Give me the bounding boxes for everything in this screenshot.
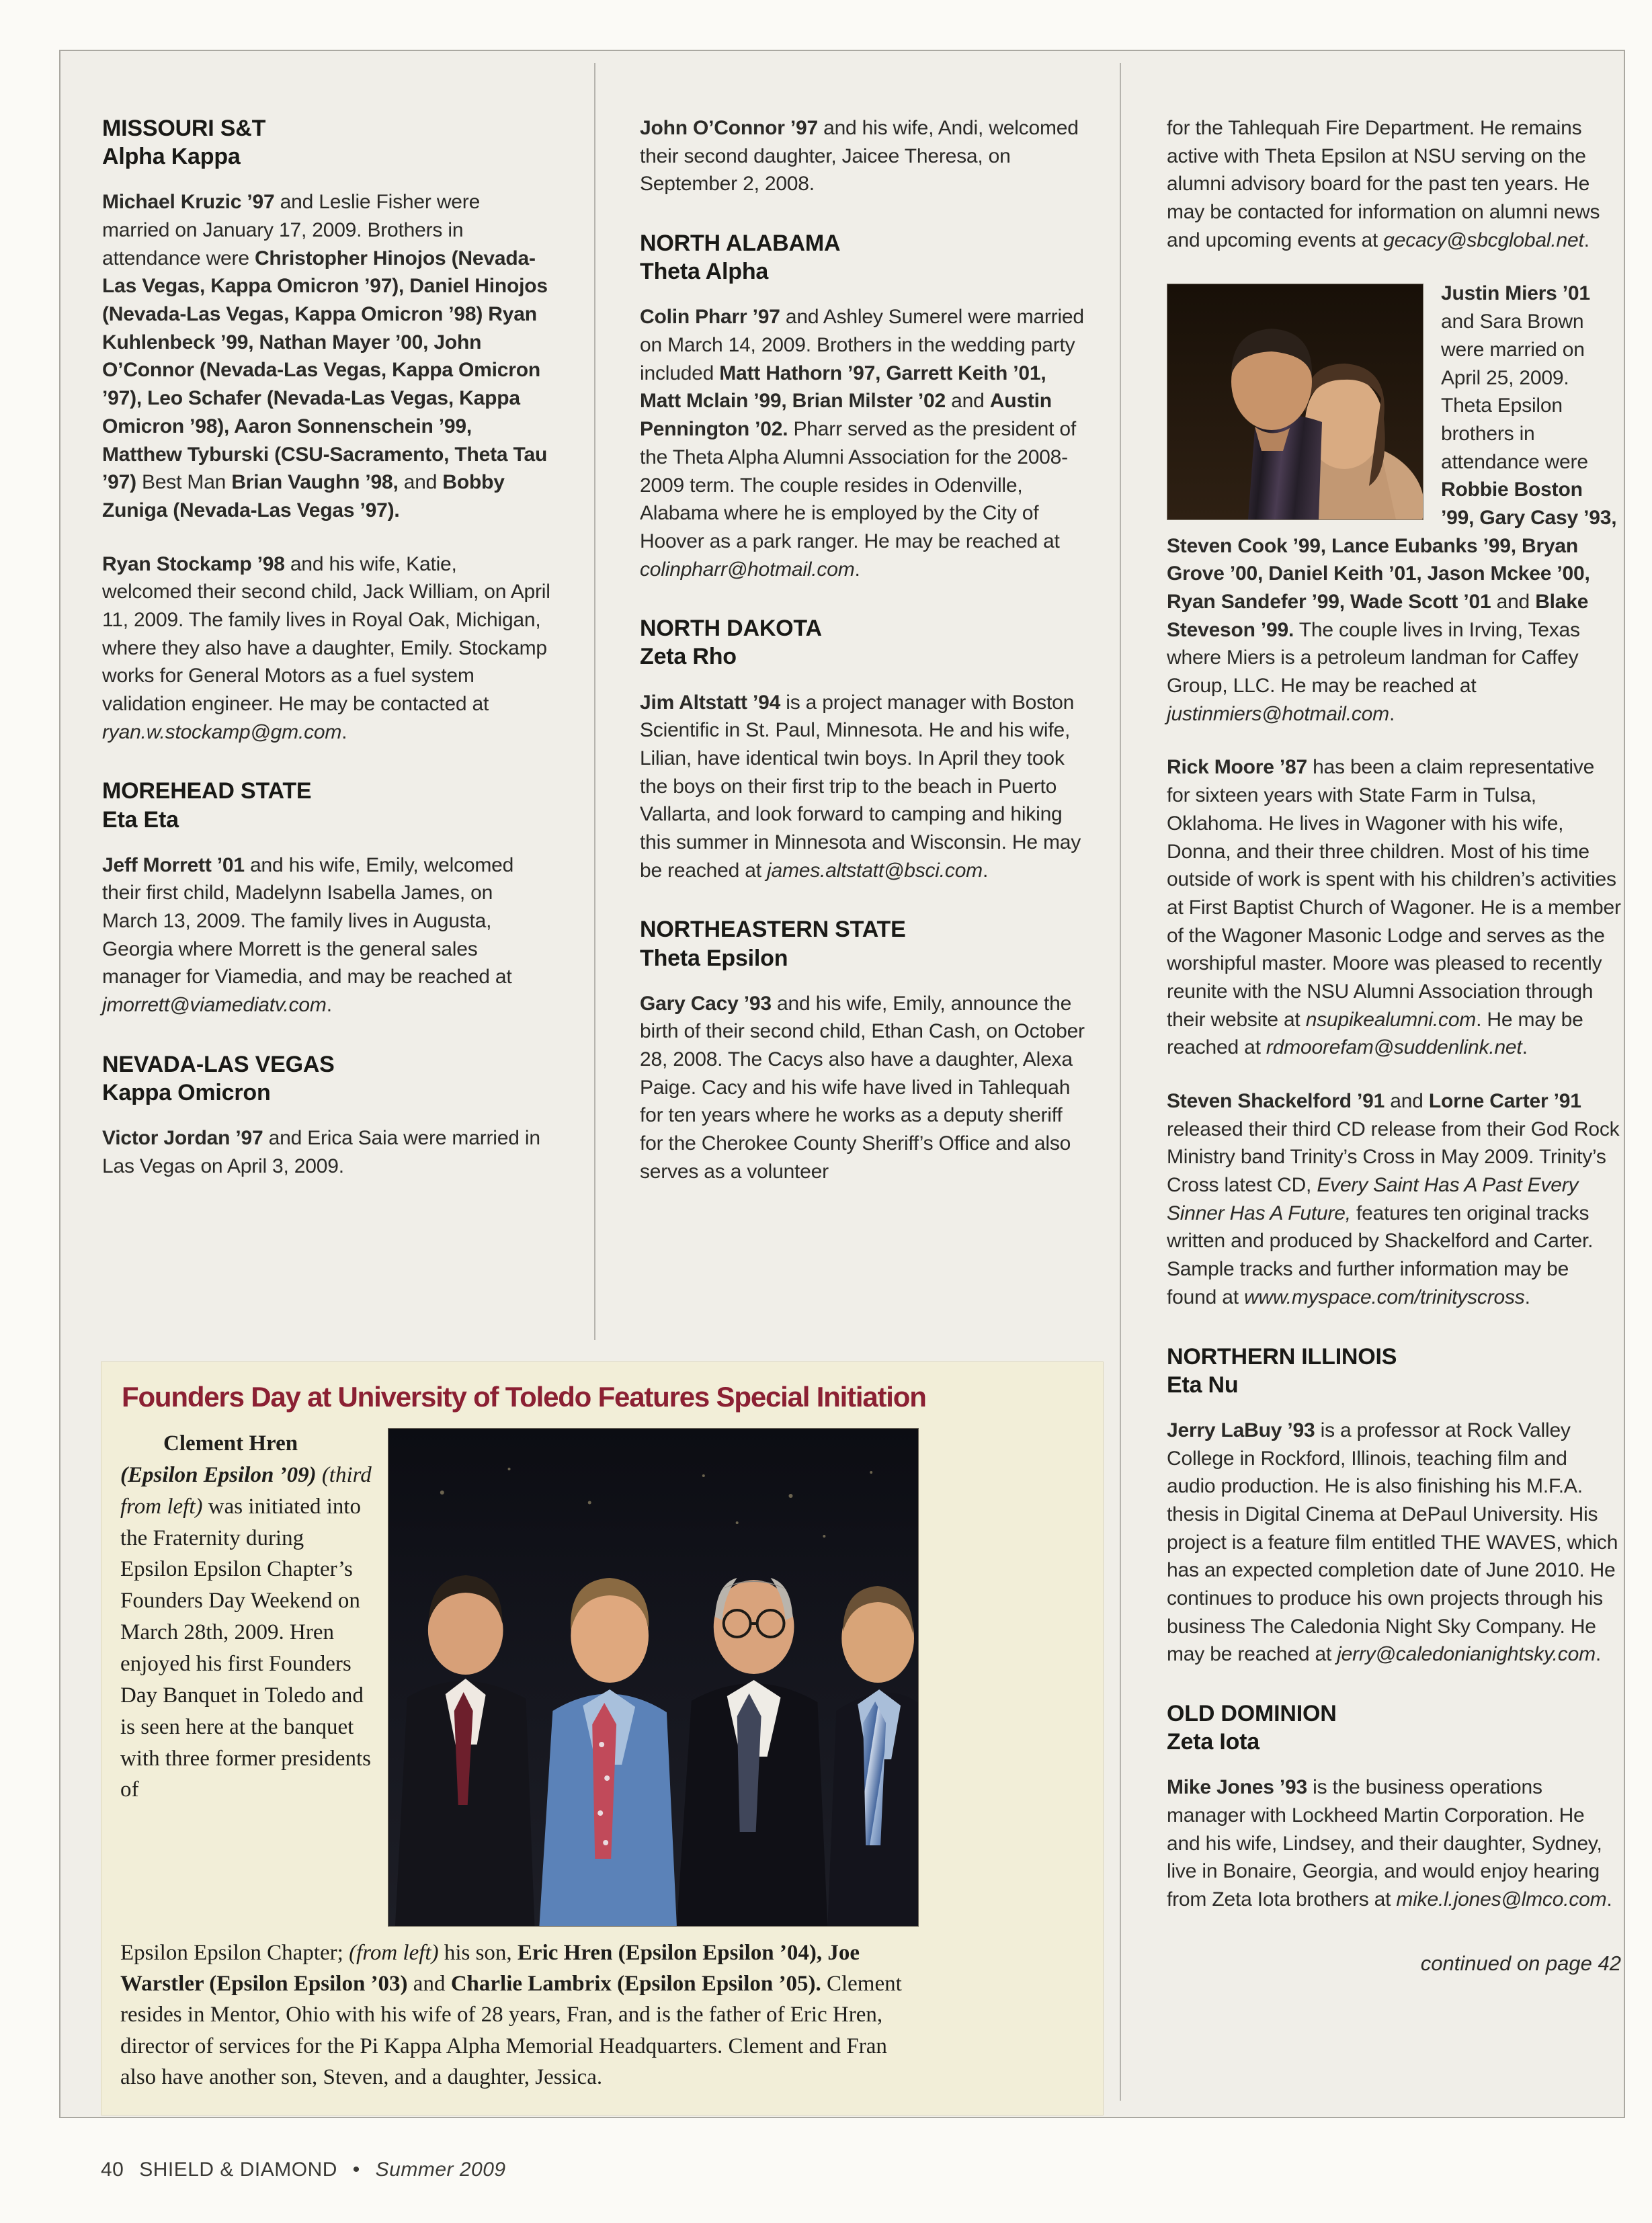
alumni-note: Rick Moore ’87 has been a claim representative for sixteen years with State Farm in Tulsa, Oklahoma. He lives in Wagoner with his wife, Donna, and their three children. Most of his time outside of work is spent with his children’s activities at First Baptist Church of Wagoner. He is a member of the Wagoner Masonic Lodge and serves as the worshipful master. Moore was pleased to recently reunite with the NSU Alumni Association through their website at nsupikealumni.com. He may be reached at rdmoorefam@suddenlink.net. — [1167, 756, 1621, 1059]
chapter-name: Zeta Rho — [640, 644, 737, 670]
chapter-heading — [1167, 1343, 1621, 1399]
column-1-blocks — [102, 114, 551, 1181]
chapter-school: NORTH ALABAMA — [640, 230, 841, 257]
chapter-name: Eta Nu — [1167, 1372, 1239, 1398]
page-content-frame — [59, 50, 1625, 2118]
chapter-school: NORTH DAKOTA — [640, 616, 822, 642]
alumni-note: Jerry LaBuy ’93 is a professor at Rock Valley College in Rockford, Illinois, teaching film and audio production. He is also finishing his M.F.A. thesis in Digital Cinema at DePaul University. His project is a feature film entitled THE WAVES, which has an expected completion date of June 2010. He continues to produce his own projects through his business The Caledonia Night Sky Company. He may be reached at jerry@caledonianightsky.com. — [1167, 1419, 1618, 1666]
column-divider — [1120, 63, 1121, 2101]
issue-label: Summer 2009 — [375, 2158, 506, 2181]
column-1 — [102, 114, 551, 1206]
alumni-note: Colin Pharr ’97 and Ashley Sumerel were married on March 14, 2009. Brothers in the wedding party included Matt Hathorn ’97, Garrett Keith ’01, Matt Mclain ’99, Brian Milster ’02 and Austin Pennington ’02. Pharr served as the president of the Theta Alpha Alumni Association for the 2008-2009 term. The couple resides in Odenville, Alabama where he is employed by the City of Hoover as a park ranger. He may be reached at colinpharr@hotmail.com. — [640, 306, 1084, 581]
page-number: 40 — [101, 2158, 124, 2181]
chapter-school: MISSOURI S&T — [102, 116, 266, 141]
alumni-note: Ryan Stockamp ’98 and his wife, Katie, welcomed their second child, Jack William, on April 11, 2009. The family lives in Royal Oak, Michigan, where they also have a daughter, Emily. Stockamp works for General Motors as a fuel system validation engineer. He may be contacted at ryan.w.stockamp@gm.com. — [102, 552, 550, 743]
chapter-name: Theta Alpha — [640, 259, 769, 285]
feature-caption-side: Clement Hren (Epsilon Epsilon ’09) (third from left) was initiated into the Fraternity during Epsilon Epsilon Chapter’s Founders Day Weekend on March 28th, 2009. Hren enjoyed his first Founders Day Banquet in Toledo and is seen here at the banquet with three former presidents of — [120, 1431, 372, 1802]
alumni-note: Jeff Morrett ’01 and his wife, Emily, welcomed their first child, Madelynn Isabella James, on March 13, 2009. The family lives in Augusta, Georgia where Morrett is the general sales manager for Viamedia, and may be reached at jmorrett@viamediatv.com. — [102, 853, 514, 1017]
feature-caption-full: Epsilon Epsilon Chapter; (from left) his son, Eric Hren (Epsilon Epsilon ’04), Joe Warstler (Epsilon Epsilon ’03) and Charlie Lambrix (Epsilon Epsilon ’05). Clement resides in Mentor, Ohio with his wife of 28 years, Fran, and is the father of Eric Hren, director of services for the Pi Kappa Alpha Memorial Headquarters. Clement and Fran also have another son, Steven, and a daughter, Jessica. — [120, 1941, 902, 2089]
chapter-heading — [640, 915, 1090, 972]
alumni-note: Michael Kruzic ’97 and Leslie Fisher were married on January 17, 2009. Brothers in attendance were Christopher Hinojos (Nevada-Las Vegas, Kappa Omicron ’97), Daniel Hinojos (Nevada-Las Vegas, Kappa Omicron ’98) Ryan Kuhlenbeck ’99, Nathan Mayer ’00, John O’Connor (Nevada-Las Vegas, Kappa Omicron ’97), Leo Schafer (Nevada-Las Vegas, Kappa Omicron ’98), Aaron Sonnenschein ’99, Matthew Tyburski (CSU-Sacramento, Theta Tau ’97) Best Man Brian Vaughn ’98, and Bobby Zuniga (Nevada-Las Vegas ’97). — [102, 191, 548, 521]
alumni-note: Mike Jones ’93 is the business operations manager with Lockheed Martin Corporation. He and his wife, Lindsey, and their daughter, Sydney, live in Bonaire, Georgia, and would enjoy hearing from Zeta Iota brothers at mike.l.jones@lmco.com. — [1167, 1776, 1612, 1911]
chapter-name: Eta Eta — [102, 806, 179, 833]
alumni-note: Victor Jordan ’97 and Erica Saia were married in Las Vegas on April 3, 2009. — [102, 1127, 540, 1177]
alumni-note: Gary Cacy ’93 and his wife, Emily, announce the birth of their second child, Ethan Cash, on October 28, 2008. The Cacys also have a daughter, Alexa Paige. Cacy and his wife have lived in Tahlequah for ten years where he works as a deputy sheriff for the Cherokee County Sheriff’s Office and also serves as a volunteer — [640, 992, 1085, 1183]
alumni-note: for the Tahlequah Fire Department. He remains active with Theta Epsilon at NSU serving on the alumni advisory board for the past ten years. He may be contacted for information on alumni news and upcoming events at gecacy@sbcglobal.net. — [1167, 117, 1600, 251]
alumni-note: John O’Connor ’97 and his wife, Andi, welcomed their second daughter, Jaicee Theresa, on September 2, 2008. — [640, 117, 1079, 196]
column-3-blocks — [1167, 114, 1621, 1914]
chapter-school: OLD DOMINION — [1167, 1701, 1337, 1726]
chapter-school: NORTHERN ILLINOIS — [1167, 1343, 1397, 1370]
chapter-heading — [102, 1050, 551, 1107]
chapter-name: Alpha Kappa — [102, 144, 241, 170]
chapter-school: NORTHEASTERN STATE — [640, 917, 906, 943]
column-2-blocks — [640, 114, 1090, 1186]
founders-day-banquet-photo — [388, 1428, 919, 1927]
feature-title: Founders Day at University of Toledo Features Special Initiation — [122, 1381, 926, 1413]
chapter-school: MOREHEAD STATE — [102, 778, 312, 804]
justin-miers-wedding-photo — [1167, 284, 1423, 520]
alumni-note: Justin Miers ’01 and Sara Brown were married on April 25, 2009. Theta Epsilon brothers in attendance were Robbie Boston ’99, Gary Casy ’93, Steven Cook ’99, Lance Eubanks ’99, Bryan Grove ’00, Daniel Keith ’01, Jason Mckee ’00, Ryan Sandefer ’99, Wade Scott ’01 and Blake Steveson ’99. The couple lives in Irving, Texas where Miers is a petroleum landman for Caffey Group, LLC. He may be reached at justinmiers@hotmail.com. — [1167, 282, 1617, 725]
footer-bullet: • — [352, 2158, 360, 2181]
founders-day-feature-box — [101, 1361, 1104, 2115]
alumni-note: Steven Shackelford ’91 and Lorne Carter ’91 released their third CD release from their God Rock Ministry band Trinity’s Cross in May 2009. Trinity’s Cross latest CD, Every Saint Has A Past Every Sinner Has A Future, features ten original tracks written and produced by Shackelford and Carter. Sample tracks and further information may be found at www.myspace.com/trinityscross. — [1167, 1090, 1620, 1308]
column-divider — [594, 63, 595, 1340]
chapter-name: Zeta Iota — [1167, 1729, 1260, 1755]
feature-row — [120, 1428, 1084, 1927]
page-footer — [101, 2158, 506, 2181]
column-3 — [1167, 114, 1621, 1976]
chapter-heading — [1167, 1700, 1621, 1756]
alumni-note: Jim Altstatt ’94 is a project manager with Boston Scientific in St. Paul, Minnesota. He and his wife, Lilian, have identical twin boys. In April they took the boys on their first trip to the beach in Puerto Vallarta, and look forward to camping and hiking this summer in Minnesota and Wisconsin. He may be reached at james.altstatt@bsci.com. — [640, 691, 1081, 882]
chapter-heading — [102, 777, 551, 833]
chapter-name: Theta Epsilon — [640, 945, 788, 971]
chapter-heading — [102, 114, 551, 171]
magazine-title: SHIELD & DIAMOND — [139, 2158, 337, 2181]
chapter-name: Kappa Omicron — [102, 1079, 271, 1105]
chapter-heading — [640, 229, 1090, 286]
chapter-school: NEVADA-LAS VEGAS — [102, 1051, 335, 1077]
chapter-heading — [640, 614, 1090, 671]
column-2 — [640, 114, 1090, 1212]
continued-note: continued on page 42 — [1420, 1951, 1621, 1975]
